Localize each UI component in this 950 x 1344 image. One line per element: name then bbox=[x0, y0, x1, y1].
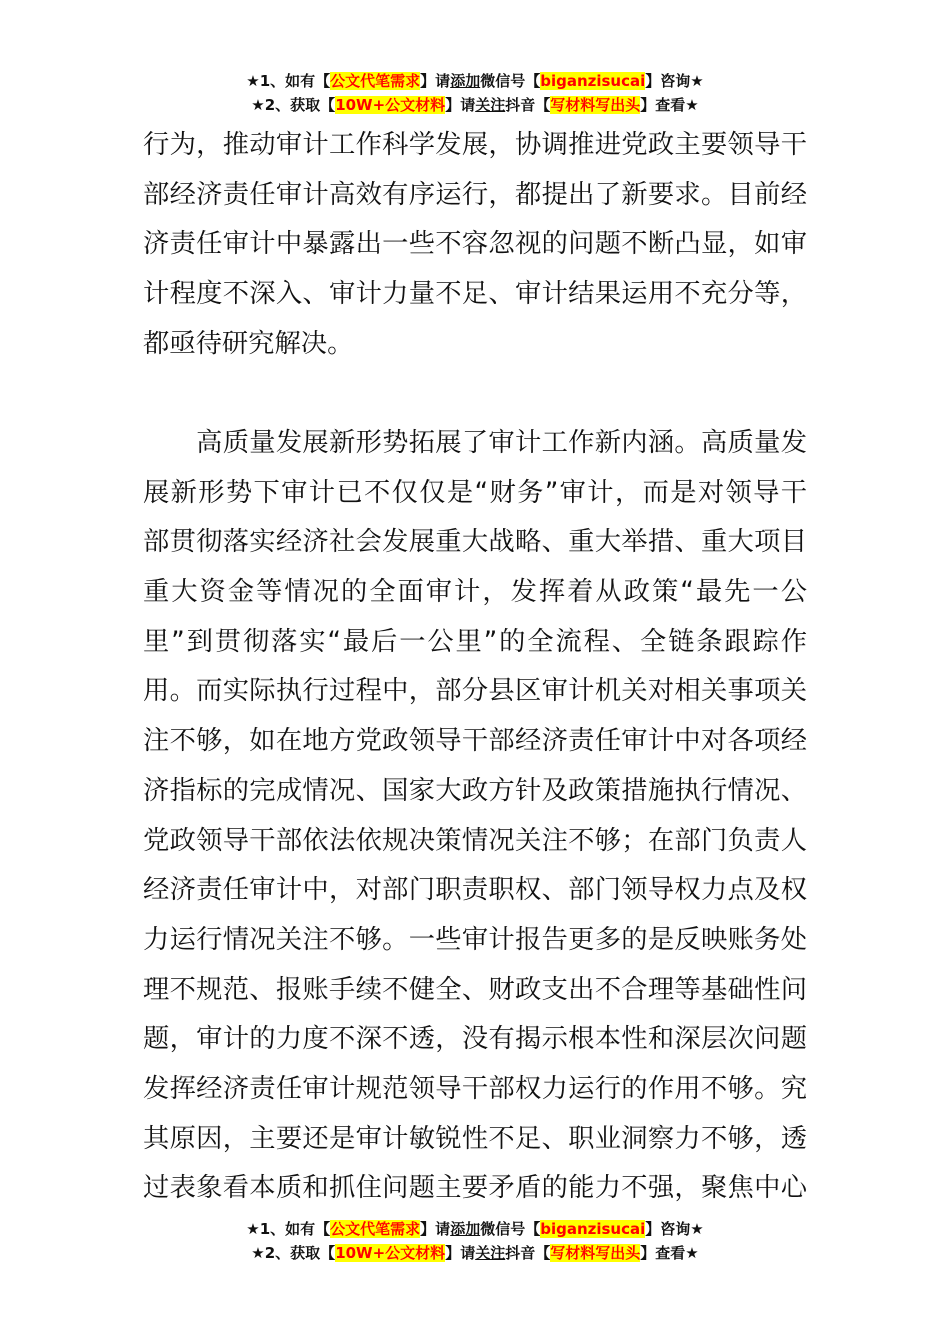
highlight-douyin-id: 写材料写出头 bbox=[550, 96, 641, 114]
text-line: 高质量发展新形势拓展了审计工作新内涵。高质量发 bbox=[143, 428, 807, 458]
banner-line-1 bbox=[0, 69, 950, 93]
text-line: 展新形势下审计已不仅仅是“财务”审计，而是对领导干 bbox=[143, 477, 807, 508]
text-line: 部贯彻落实经济社会发展重大战略、重大举措、重大项目 bbox=[143, 527, 807, 558]
highlight-douyin-id: 写材料写出头 bbox=[550, 1244, 641, 1262]
highlight-materials: 10W+公文材料 bbox=[335, 1244, 446, 1262]
highlight-materials: 10W+公文材料 bbox=[335, 96, 446, 114]
highlight-wechat-id: biganzisucai bbox=[540, 1220, 646, 1238]
banner-line-2 bbox=[0, 1241, 950, 1265]
banner-text: 微信号【 bbox=[480, 72, 541, 90]
banner-text: 】请 bbox=[445, 1244, 476, 1262]
banner-text: 】查看★ bbox=[640, 96, 699, 114]
text-line: 都亟待研究解决。 bbox=[143, 328, 354, 359]
text-line: 重大资金等情况的全面审计，发挥着从政策“最先一公 bbox=[143, 577, 807, 608]
banner-text-underlined: 关注 bbox=[475, 96, 506, 114]
text-line: 其原因，主要还是审计敏锐性不足、职业洞察力不够，透 bbox=[143, 1123, 807, 1154]
highlight-wechat-id: biganzisucai bbox=[540, 72, 646, 90]
footer-banner bbox=[0, 1217, 950, 1265]
highlight-service: 公文代笔需求 bbox=[330, 72, 421, 90]
text-line: 理不规范、报账手续不健全、财政支出不合理等基础性问 bbox=[143, 974, 807, 1005]
text-line: 济指标的完成情况、国家大政方针及政策措施执行情况、 bbox=[143, 775, 807, 806]
text-line: 部经济责任审计高效有序运行，都提出了新要求。目前经 bbox=[143, 179, 807, 210]
text-line: 济责任审计中暴露出一些不容忽视的问题不断凸显，如审 bbox=[143, 229, 807, 260]
highlight-service: 公文代笔需求 bbox=[330, 1220, 421, 1238]
banner-text-underlined: 添加 bbox=[450, 72, 481, 90]
banner-text: ★1、如有【 bbox=[246, 1220, 331, 1238]
text-line: 里”到贯彻落实“最后一公里”的全流程、全链条跟踪作 bbox=[143, 626, 807, 657]
text-line: 题，审计的力度不深不透，没有揭示根本性和深层次问题 bbox=[143, 1024, 807, 1055]
banner-text: 】请 bbox=[420, 1220, 451, 1238]
banner-text: 抖音【 bbox=[505, 96, 551, 114]
banner-text: 抖音【 bbox=[505, 1244, 551, 1262]
banner-text: 】咨询★ bbox=[645, 1220, 704, 1238]
text-line: 党政领导干部依法依规决策情况关注不够；在部门负责人 bbox=[143, 825, 807, 856]
banner-text: 】请 bbox=[420, 72, 451, 90]
banner-text-underlined: 添加 bbox=[450, 1220, 481, 1238]
banner-text: ★2、获取【 bbox=[251, 1244, 336, 1262]
header-banner bbox=[0, 69, 950, 117]
text-line: 过表象看本质和抓住问题主要矛盾的能力不强，聚焦中心 bbox=[143, 1173, 807, 1204]
banner-line-2 bbox=[0, 93, 950, 117]
text-line: 注不够，如在地方党政领导干部经济责任审计中对各项经 bbox=[143, 726, 807, 757]
text-line: 计程度不深入、审计力量不足、审计结果运用不充分等， bbox=[143, 279, 807, 310]
banner-text: 】咨询★ bbox=[645, 72, 704, 90]
banner-text-underlined: 关注 bbox=[475, 1244, 506, 1262]
banner-text: 微信号【 bbox=[480, 1220, 541, 1238]
text-line: 发挥经济责任审计规范领导干部权力运行的作用不够。究 bbox=[143, 1073, 807, 1104]
banner-text: ★2、获取【 bbox=[251, 96, 336, 114]
text-line: 行为，推动审计工作科学发展，协调推进党政主要领导干 bbox=[143, 130, 807, 160]
banner-text: 】查看★ bbox=[640, 1244, 699, 1262]
banner-text: ★1、如有【 bbox=[246, 72, 331, 90]
banner-text: 】请 bbox=[445, 96, 476, 114]
text-line: 经济责任审计中，对部门职责职权、部门领导权力点及权 bbox=[143, 875, 807, 906]
paragraph-1 bbox=[143, 121, 807, 369]
text-line: 用。而实际执行过程中，部分县区审计机关对相关事项关 bbox=[143, 676, 807, 707]
paragraph-2 bbox=[143, 419, 807, 1214]
text-line: 力运行情况关注不够。一些审计报告更多的是反映账务处 bbox=[143, 924, 807, 955]
banner-line-1 bbox=[0, 1217, 950, 1241]
